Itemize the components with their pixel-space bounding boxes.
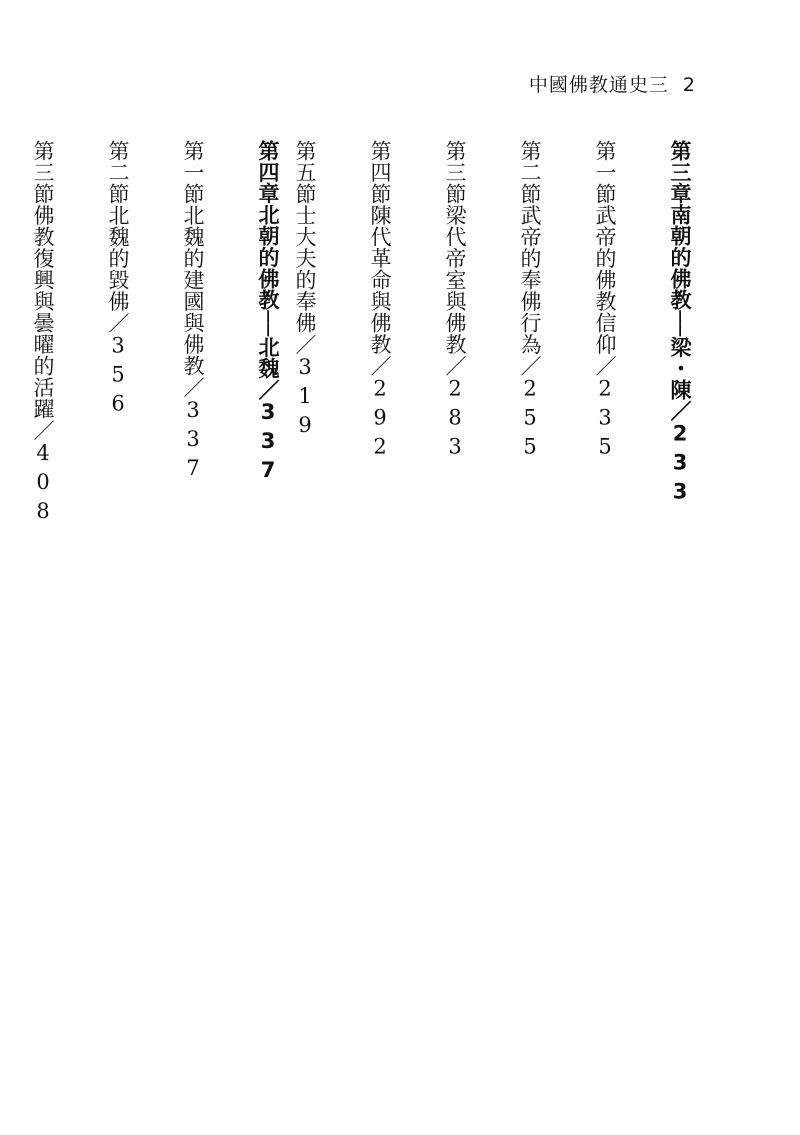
toc-entry-page: 283 [443, 376, 467, 464]
toc-entry-page: 408 [31, 441, 55, 528]
toc-entry-label: 第四節 [368, 140, 392, 205]
toc-entry-title: 士大夫的奉佛／ [293, 204, 317, 355]
toc-entry-title: 佛教復興與曇曜的活躍／ [31, 204, 55, 441]
toc-entry-title: 北魏的建國與佛教／ [181, 204, 205, 398]
toc-entry-label: 第一節 [181, 140, 205, 205]
page-number: 2 [682, 74, 696, 96]
toc-section-4-2[interactable] [99, 140, 136, 600]
toc-entry-label: 第二節 [106, 140, 130, 205]
toc-entry-label: 第四章 [256, 140, 280, 204]
toc-section-4-1[interactable] [174, 140, 211, 600]
toc-entry-label: 第三節 [31, 140, 55, 205]
toc-entry-page: 292 [368, 376, 392, 464]
toc-entry-title: 武帝的奉佛行為／ [518, 204, 542, 377]
toc-entry-page: 255 [518, 376, 542, 464]
toc-entry-title: 北朝的佛教──北魏／ [256, 203, 280, 401]
toc-entry-title: 陳代革命與佛教／ [368, 204, 392, 377]
toc-section-3-3[interactable] [436, 140, 473, 600]
toc-entry-page: 319 [293, 355, 317, 442]
toc-chapter-4[interactable] [249, 140, 286, 600]
toc-entry-page: 233 [668, 421, 692, 509]
toc-entry-title: 梁代帝室與佛教／ [443, 204, 467, 377]
toc-section-4-3[interactable] [24, 140, 61, 600]
toc-entry-label: 第三節 [443, 140, 467, 205]
book-title: 中國佛教通史三 [528, 74, 669, 96]
toc-entry-page: 337 [256, 400, 280, 488]
toc-entry-label: 第五節 [293, 140, 317, 205]
toc-entry-page: 337 [181, 398, 205, 485]
toc-entry-title: 武帝的佛教信仰／ [593, 204, 617, 377]
toc-section-3-4[interactable] [361, 140, 398, 600]
toc-entry-label: 第二節 [518, 140, 542, 205]
toc-entry-title: 北魏的毀佛／ [106, 204, 130, 334]
toc-entry-page: 356 [106, 333, 130, 421]
toc-entry-page: 235 [593, 376, 617, 464]
toc-section-3-5[interactable] [286, 140, 323, 600]
toc-section-3-2[interactable] [511, 140, 548, 600]
toc-entry-label: 第三章 [668, 140, 692, 204]
toc-chapter-3[interactable] [661, 140, 698, 600]
running-header [529, 70, 696, 97]
toc-section-3-1[interactable] [586, 140, 623, 600]
table-of-contents [0, 140, 698, 600]
toc-entry-label: 第一節 [593, 140, 617, 205]
toc-entry-title: 南朝的佛教──梁・陳／ [668, 203, 692, 422]
